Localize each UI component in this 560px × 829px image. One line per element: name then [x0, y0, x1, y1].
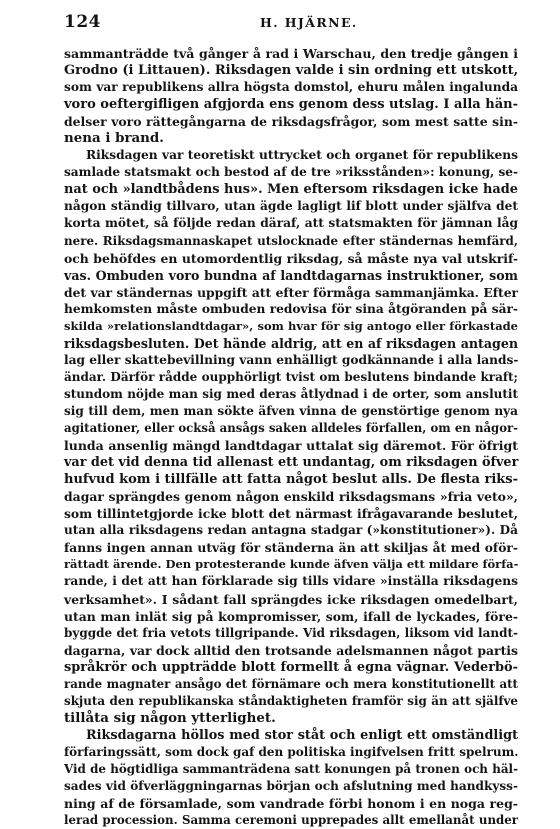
- text-line: nena i brand.: [64, 130, 164, 147]
- text-line: rande, i det att han förklarade sig tills vidare »inställa riksdagens: [64, 574, 518, 589]
- text-line: agitationer, eller också ansågs saken alldeles förfallen, om en någor-: [64, 421, 518, 436]
- text-line: lerad procession. Samma ceremoni upprepades allt emellanåt under: [64, 813, 518, 828]
- text-line: dagar sprängdes genom någon enskild riksdagsmans »fria veto»,: [64, 489, 518, 505]
- text-line: riksdagsbesluten. Det hände aldrig, att en af riksdagen antagen: [64, 335, 518, 351]
- text-line: byggde det fria vetots tillgripande. Vid riksdagen, liksom vid landt-: [64, 625, 518, 640]
- text-line: som tillintetgjorde icke blott det närmast ifrågavarande beslutet,: [64, 506, 518, 522]
- body-text: [64, 45, 518, 829]
- text-line: nere. Riksdagsmannaskapet utslocknade efter ständernas hemfärd,: [64, 233, 518, 248]
- page-header: [64, 12, 518, 36]
- text-line: lunda ansenlig mängd landtdagar uttalat sig däremot. För öfrigt: [64, 438, 518, 454]
- text-line: ändar. Därför rådde oupphörligt tvist om beslutens bindande kraft;: [64, 369, 518, 384]
- text-line: delser voro rättegångarna de riksdagsfrågor, som mest satte sin-: [64, 114, 518, 130]
- text-line: tillåta sig någon ytterlighet.: [64, 709, 276, 726]
- text-line: voro oeftergifligen afgjorda ens genom dess utslag. I alla hän-: [64, 97, 518, 113]
- text-line: sig till dem, men man sökte äfven vinna de genstörtige genom nya: [64, 403, 518, 418]
- text-line: hemkomsten måste ombuden redovisa för sina åtgöranden på sär-: [64, 301, 518, 316]
- text-line: Vid de högtidliga sammanträdena satt konungen på tronen och häl-: [64, 761, 518, 776]
- text-line: Riksdagarna höllos med stor ståt och enligt ett omständligt: [86, 727, 518, 743]
- text-line: det var ständernas uppgift att efter förmåga sammanjämka. Efter: [64, 284, 518, 300]
- text-line: var det vid denna tid allenast ett undantag, om riksdagen öfver: [64, 455, 519, 471]
- text-line: skilda »relationslandtdagar», som hvar för sig antogo eller förkastade: [64, 318, 518, 333]
- text-line: utan alla riksdagens redan antagna stadgar (»konstitutioner»). Då: [64, 523, 518, 538]
- text-line: fanns ingen annan utväg för ständerna än att skiljas åt med oför-: [64, 540, 518, 556]
- text-line: hufvud kom i tillfälle att fatta något beslut alls. De flesta riks-: [64, 472, 518, 488]
- text-line: utan man inlät sig på kompromisser, som, ifall de lyckades, före-: [64, 608, 518, 624]
- text-line: sades vid öfverläggningarnas början och afslutning med handkyss-: [64, 779, 518, 794]
- text-line: samlade statsmakt och bestod af de tre »riksstånden»: konung, se-: [64, 165, 518, 180]
- running-head: H. HJÄRNE.: [260, 15, 358, 30]
- text-line: skjuta den republikanska ståndaktigheten framför sig än att själfve: [64, 693, 518, 708]
- text-line: Grodno (i Littauen). Riksdagen valde i sin ordning ett utskott,: [64, 63, 519, 79]
- text-line: verksamhet». I sådant fall sprängdes icke riksdagen omedelbart,: [64, 591, 518, 607]
- page-number: 124: [64, 12, 101, 32]
- text-line: vas. Ombuden voro bundna af landtdagarnas instruktioner, som: [64, 267, 518, 283]
- text-line: någon ständig tillvaro, utan ägde lagligt lif blott under själfva det: [64, 199, 518, 214]
- text-line: Riksdagen var teoretiskt uttrycket och organet för republikens: [86, 148, 518, 163]
- text-line: språkrör och uppträdde blott formellt å egna vägnar. Vederbö-: [64, 659, 518, 675]
- text-line: förfaringssätt, som dock gaf den politiska ingifvelsen fritt spelrum.: [64, 744, 519, 759]
- text-line: rande magnater ansågo det förnämare och mera konstitutionellt att: [64, 676, 518, 691]
- text-line: nat och »landtbådens hus». Men eftersom riksdagen icke hade: [64, 182, 518, 198]
- text-line: rättadt ärende. Den protesterande kunde äfven välja ett mildare förfa-: [64, 557, 519, 572]
- text-line: som var republikens allra högsta domstol, ehuru målen ingalunda: [64, 80, 518, 95]
- text-line: korta mötet, så följde redan däraf, att statsmakten för jämnan låg: [64, 216, 518, 231]
- text-line: lag eller skattebevillning vann enhälligt godkännande i alla lands-: [64, 352, 519, 367]
- text-line: sammanträdde två gånger å rad i Warschau, den tredje gången i: [64, 46, 518, 61]
- text-line: stundom nöjde man sig med deras åtlydnad i de orter, som anslutit: [64, 386, 518, 401]
- text-line: ning af de församlade, som vandrade förbi honom i en noga reg-: [64, 796, 518, 812]
- text-line: dagarna, var dock alltid den trotsande adelsmannen något partis: [64, 642, 518, 658]
- text-line: och behöfdes en utomordentlig riksdag, så måste nya val utskrif-: [64, 250, 518, 266]
